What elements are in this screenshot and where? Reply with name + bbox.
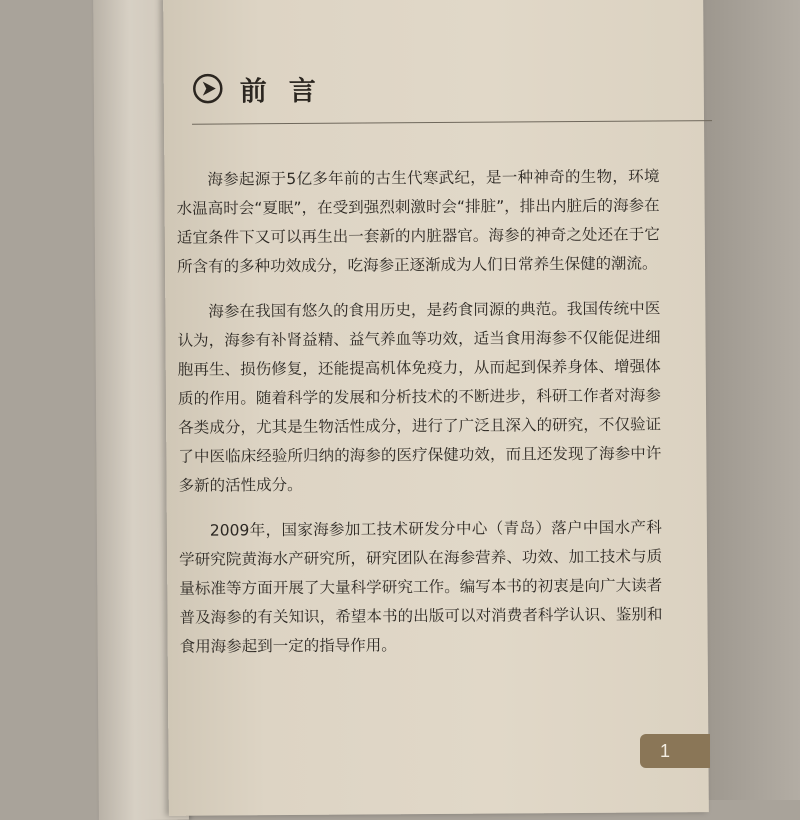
- preface-body: [176, 162, 663, 677]
- page-number-badge: 1: [640, 734, 710, 768]
- book-page: [163, 0, 709, 816]
- paragraph: 海参起源于5亿多年前的古生代寒武纪，是一种神奇的生物，环境水温高时会“夏眠”，在受到强烈刺激时会“排脏”，排出内脏后的海参在适宜条件下又可以再生出一套新的内脏器官。海参的神奇之处还在于它所含有的多种功效成分，吃海参正逐渐成为人们日常养生保健的潮流。: [176, 167, 660, 276]
- section-title: 前言: [239, 75, 338, 108]
- paragraph: 2009年，国家海参加工技术研发分中心（青岛）落户中国水产科学研究院黄海水产研究所，研究团队在海参营养、功效、加工技术与质量标准等方面开展了大量科学研究工作。编写本书的初衷是向广大读者普及海参的有关知识，希望本书的出版可以对消费者科学认识、鉴别和食用海参起到一定的指导作用。: [179, 518, 663, 656]
- section-header: [192, 62, 712, 128]
- header-rule: [192, 120, 712, 125]
- arrow-bullet-icon: [192, 72, 224, 104]
- paragraph: 海参在我国有悠久的食用历史，是药食同源的典范。我国传统中医认为，海参有补肾益精、益气养血等功效，适当食用海参不仅能促进细胞再生、损伤修复，还能提高机体免疫力，从而起到保养身体、增强体质的作用。随着科学的发展和分析技术的不断进步，科研工作者对海参各类成分，尤其是生物活性成分，进行了广泛且深入的研究，不仅验证了中医临床经验所归纳的海参的医疗保健功效，而且还发现了海参中许多新的活性成分。: [177, 299, 662, 495]
- background-surface: [700, 0, 800, 800]
